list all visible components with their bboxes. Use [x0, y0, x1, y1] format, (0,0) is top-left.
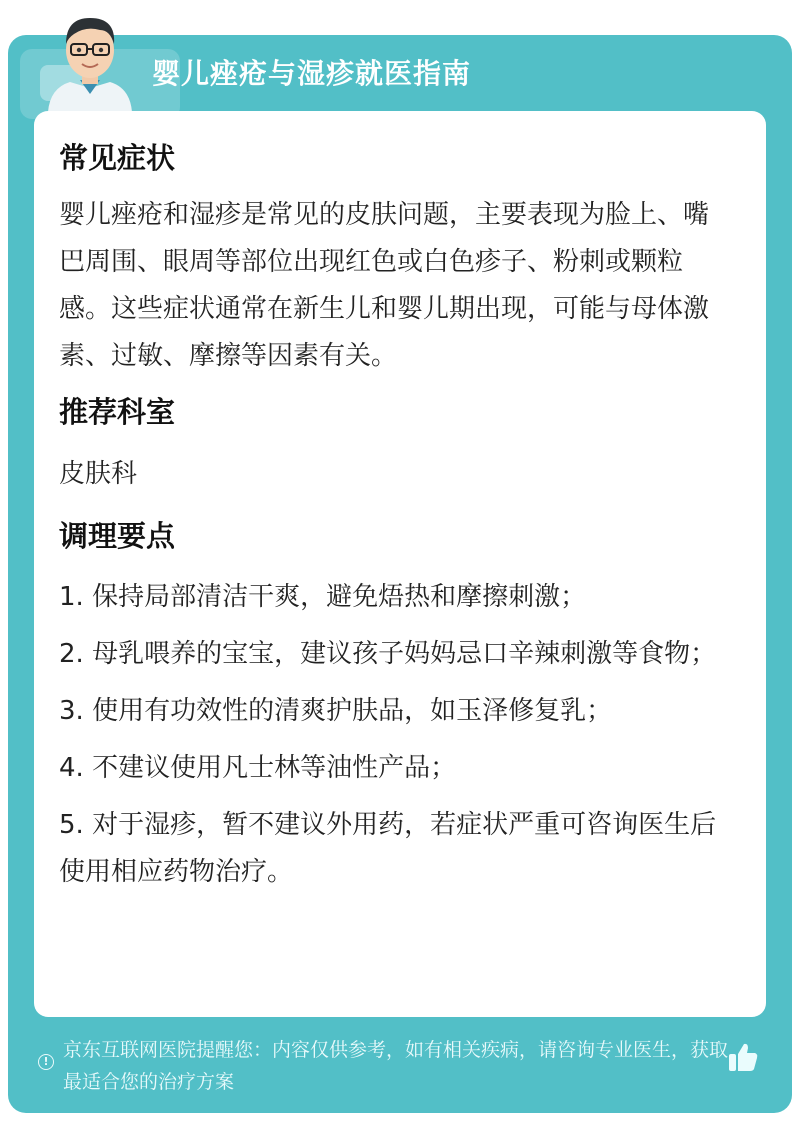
symptoms-text: 婴儿痤疮和湿疹是常见的皮肤问题，主要表现为脸上、嘴巴周围、眼周等部位出现红色或白色疹子、粉刺或颗粒感。这些症状通常在新生儿和婴儿期出现，可能与母体激素、过敏、摩擦等因素有关。 [59, 200, 710, 371]
info-icon: ! [38, 1054, 54, 1070]
care-list [59, 574, 729, 896]
list-item: 2. 母乳喂养的宝宝，建议孩子妈妈忌口辛辣刺激等食物； [59, 639, 717, 669]
list-item: 1. 保持局部清洁干爽，避免焐热和摩擦刺激； [59, 582, 587, 612]
list-item: 3. 使用有功效性的清爽护肤品，如玉泽修复乳； [59, 696, 613, 726]
disclaimer-text: 京东互联网医院提醒您：内容仅供参考，如有相关疾病，请咨询专业医生，获取最适合您的治疗方案 [63, 1039, 729, 1093]
content-area [59, 130, 729, 906]
list-item: 5. 对于湿疹，暂不建议外用药，若症状严重可咨询医生后使用相应药物治疗。 [59, 810, 717, 887]
department-text: 皮肤科 [59, 459, 138, 489]
page-title: 婴儿痤疮与湿疹就医指南 [152, 57, 472, 90]
symptoms-heading: 常见症状 [59, 141, 176, 175]
list-item: 4. 不建议使用凡士林等油性产品； [59, 753, 457, 783]
thumbs-up-icon[interactable] [726, 1040, 760, 1074]
doctor-avatar-icon [40, 8, 140, 112]
care-heading: 调理要点 [59, 519, 176, 553]
department-heading: 推荐科室 [59, 395, 176, 429]
